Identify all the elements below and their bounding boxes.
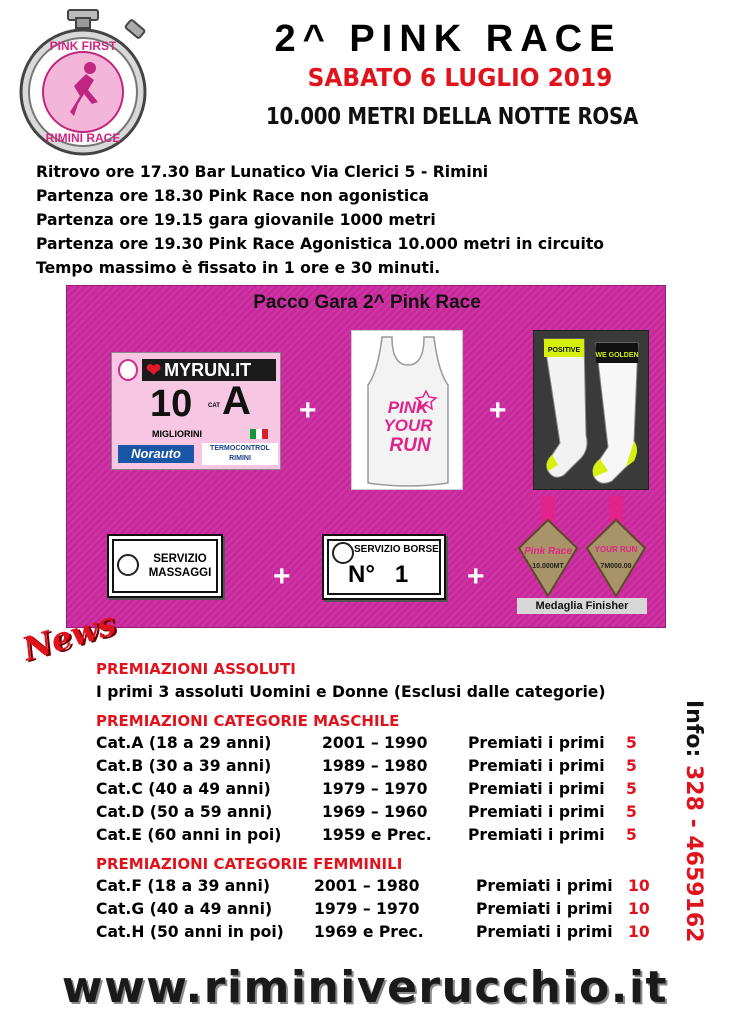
prize-label: Premiati i primi [468,734,605,752]
plus-sign: + [299,394,317,427]
prize-count: 10 [628,877,650,895]
package-title: Pacco Gara 2^ Pink Race [253,292,481,313]
news-label: News [18,604,121,669]
table-row [96,921,676,944]
bag-service-sign [322,534,446,600]
sponsor2-line2: RIMINI [229,455,251,462]
years: 1979 – 1970 [314,900,420,918]
category: Cat.H (50 anni in poi) [96,923,284,941]
prize-label: Premiati i primi [468,780,605,798]
schedule-line: Partenza ore 19.15 gara giovanile 1000 metri [36,211,436,229]
logo-text-top: PINK FIRST [49,39,117,53]
prize-count: 5 [626,757,637,775]
prize-label: Premiati i primi [476,900,613,918]
info-phone-number: 328 - 4659162 [681,765,706,943]
bag-service-number: N° 1 [348,561,409,588]
bib-cat-label: CAT [208,403,220,409]
table-row [96,898,676,921]
tank-top-icon [352,331,464,491]
table-row [96,732,676,755]
prizes [96,658,676,944]
event-subtitle: 10.000 METRI DELLA NOTTE ROSA [265,104,639,130]
medal-right-text: YOUR RUN [594,545,638,554]
prize-count: 10 [628,900,650,918]
socks-text-2: WE GOLDEN [595,352,639,359]
table-row [96,875,676,898]
bag-service-head: SERVIZIO BORSE [354,544,439,555]
schedule-line: Partenza ore 19.30 Pink Race Agonistica 10.000 metri in circuito [36,235,605,253]
table-row [96,801,676,824]
prize-count: 5 [626,734,637,752]
massage-line1: SERVIZIO [153,553,207,565]
medal-caption: Medaglia Finisher [517,598,647,614]
prize-label: Premiati i primi [468,757,605,775]
plus-sign: + [467,560,485,593]
runner-badge-icon [118,359,138,381]
category: Cat.G (40 a 49 anni) [96,900,273,918]
female-prizes-heading: PREMIAZIONI CATEGORIE FEMMINILI [96,855,403,873]
category: Cat.D (50 a 59 anni) [96,803,273,821]
sponsor2-line1: TERMOCONTROL [210,445,270,452]
bib-brand-text: MYRUN.IT [164,360,252,380]
prize-count: 5 [626,780,637,798]
table-row [96,778,676,801]
prize-label: Premiati i primi [468,826,605,844]
schedule-line: Tempo massimo è fissato in 1 ore e 30 minuti. [36,259,441,277]
prize-count: 10 [628,923,650,941]
category: Cat.C (40 a 49 anni) [96,780,271,798]
shirt-text-3: RUN [389,435,431,456]
medal-left-sub: 10.000MT [532,563,564,570]
sponsor-termocontrol [202,443,278,465]
schedule-line: Ritrovo ore 17.30 Bar Lunatico Via Clerici 5 - Rimini [36,163,489,181]
plus-sign: + [273,560,291,593]
logo-text-bottom: RIMINI RACE [45,131,121,145]
bib-number: 10 [150,383,193,425]
runner-badge-icon [117,554,139,576]
massage-line2: MASSAGGI [148,567,212,579]
years: 2001 – 1980 [314,877,420,895]
category: Cat.E (60 anni in poi) [96,826,282,844]
socks-icon [534,331,650,491]
event-title: 2^ PINK RACE [274,18,622,60]
prize-count: 5 [626,826,637,844]
table-row [96,824,676,847]
prize-label: Premiati i primi [476,923,613,941]
socks-text-1: POSITIVE [547,347,581,354]
table-row [96,755,676,778]
schedule [36,160,696,280]
info-label: Info: [681,700,706,765]
event-date: SABATO 6 LUGLIO 2019 [307,63,613,92]
socks-image [533,330,649,490]
years: 1989 – 1980 [322,757,428,775]
medal-right-sub: 7M000.00 [600,563,632,570]
shirt-text-1: PINK [387,398,429,417]
absolute-prizes-heading: PREMIAZIONI ASSOLUTI [96,660,296,678]
tank-top-image [351,330,463,490]
shirt-text-2: YOUR [383,416,433,435]
category: Cat.A (18 a 29 anni) [96,734,272,752]
info-phone [672,700,706,960]
years: 2001 – 1990 [322,734,428,752]
schedule-line: Partenza ore 18.30 Pink Race non agonistica [36,187,430,205]
bib-name: MIGLIORINI [152,429,202,439]
bib-brand [142,359,276,381]
medal-icon [513,496,653,600]
italy-flag-icon [250,429,268,439]
male-prizes-heading: PREMIAZIONI CATEGORIE MASCHILE [96,712,400,730]
medal-left-text: Pink Race [524,546,572,557]
prize-label: Premiati i primi [476,877,613,895]
stopwatch-logo-icon [8,8,158,158]
race-bib [111,352,281,470]
category: Cat.B (30 a 39 anni) [96,757,272,775]
race-package [66,285,666,628]
massage-service-sign [107,534,223,598]
absolute-prizes-text: I primi 3 assoluti Uomini e Donne (Esclusi dalle categorie) [96,683,606,701]
years: 1969 e Prec. [314,923,424,941]
years: 1959 e Prec. [322,826,432,844]
years: 1969 – 1960 [322,803,428,821]
plus-sign: + [489,394,507,427]
prize-label: Premiati i primi [468,803,605,821]
prize-count: 5 [626,803,637,821]
heart-icon: ❤ [146,360,162,380]
sponsor-norauto: Norauto [118,445,194,463]
bib-category: A [222,379,251,423]
finisher-medals [513,496,653,616]
years: 1979 – 1970 [322,780,428,798]
category: Cat.F (18 a 39 anni) [96,877,270,895]
website-url[interactable]: www.riminiverucchio.it [61,962,669,1013]
massage-service-text [141,552,219,580]
